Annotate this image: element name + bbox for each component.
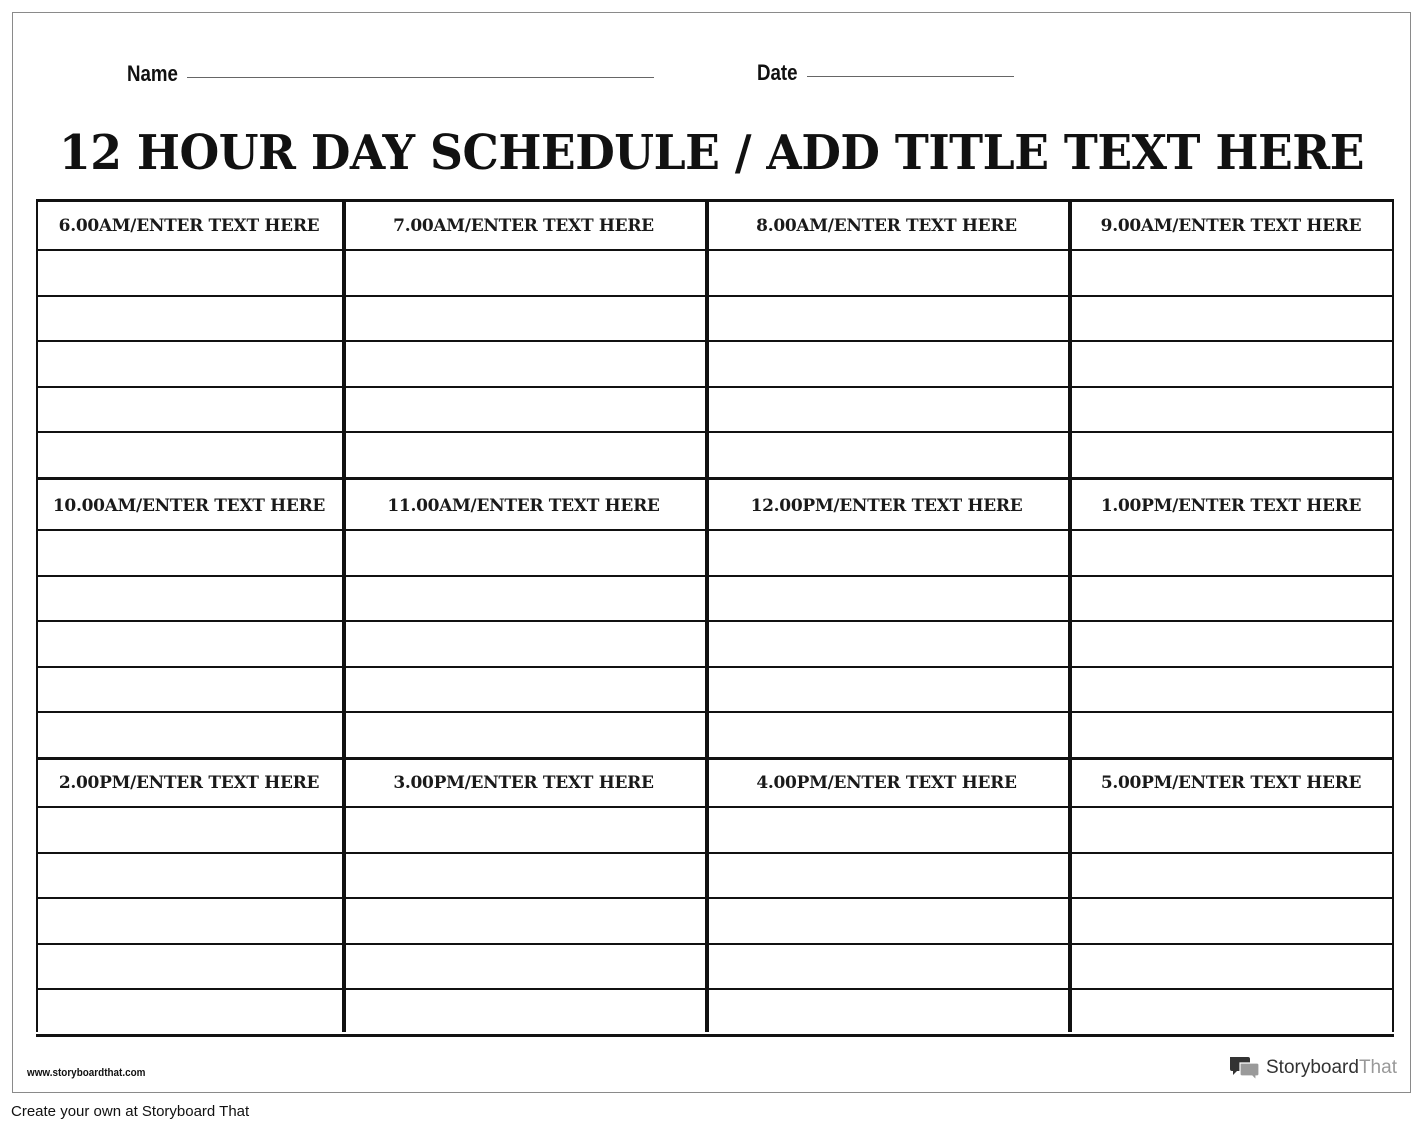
schedule-entry-line[interactable] — [708, 622, 1065, 664]
schedule-entry-line[interactable] — [345, 854, 702, 896]
schedule-grid — [36, 199, 1394, 1033]
schedule-entry-line[interactable] — [345, 342, 702, 384]
date-line[interactable] — [807, 76, 1014, 77]
time-slot-header[interactable]: 7.00AM/ENTER TEXT HERE — [393, 216, 654, 236]
row-line — [36, 620, 1394, 622]
grid-column-divider — [36, 199, 38, 1032]
schedule-entry-line[interactable] — [345, 808, 702, 850]
schedule-entry-line[interactable] — [39, 577, 339, 619]
row-line — [36, 386, 1394, 388]
schedule-entry-line[interactable] — [39, 990, 339, 1032]
date-label: Date — [757, 60, 798, 85]
header-underline — [36, 806, 1394, 808]
row-line — [36, 897, 1394, 899]
time-slot-header[interactable]: 12.00PM/ENTER TEXT HERE — [750, 496, 1023, 516]
schedule-entry-line[interactable] — [345, 713, 702, 755]
grid-column-divider — [1392, 199, 1394, 1032]
schedule-entry-line[interactable] — [1071, 945, 1391, 987]
group-divider — [36, 1034, 1394, 1037]
page-title[interactable]: 12 HOUR DAY SCHEDULE / ADD TITLE TEXT HERE — [58, 125, 1365, 181]
time-slot-header[interactable]: 11.00AM/ENTER TEXT HERE — [387, 496, 660, 516]
schedule-entry-line[interactable] — [345, 297, 702, 339]
group-divider — [36, 477, 1394, 480]
name-line[interactable] — [187, 77, 654, 78]
schedule-entry-line[interactable] — [1071, 531, 1391, 573]
schedule-entry-line[interactable] — [39, 854, 339, 896]
schedule-entry-line[interactable] — [708, 990, 1065, 1032]
brand-name-strong: Storyboard — [1266, 1057, 1359, 1078]
schedule-entry-line[interactable] — [1071, 899, 1391, 941]
schedule-entry-line[interactable] — [345, 251, 702, 293]
storyboard-caption[interactable]: Create your own at Storyboard That — [11, 1103, 250, 1120]
schedule-entry-line[interactable] — [708, 388, 1065, 430]
schedule-entry-line[interactable] — [1071, 713, 1391, 755]
schedule-entry-line[interactable] — [39, 622, 339, 664]
schedule-entry-line[interactable] — [345, 899, 702, 941]
schedule-entry-line[interactable] — [39, 433, 339, 475]
row-line — [36, 988, 1394, 990]
schedule-entry-line[interactable] — [1071, 297, 1391, 339]
brand-name — [1266, 1057, 1397, 1079]
schedule-entry-line[interactable] — [708, 531, 1065, 573]
schedule-entry-line[interactable] — [1071, 433, 1391, 475]
schedule-entry-line[interactable] — [708, 433, 1065, 475]
schedule-entry-line[interactable] — [708, 251, 1065, 293]
schedule-entry-line[interactable] — [39, 342, 339, 384]
schedule-entry-line[interactable] — [1071, 577, 1391, 619]
schedule-entry-line[interactable] — [708, 899, 1065, 941]
grid-top-border — [36, 199, 1394, 202]
schedule-entry-line[interactable] — [708, 945, 1065, 987]
footer-url: www.storyboardthat.com — [27, 1067, 146, 1079]
schedule-entry-line[interactable] — [39, 808, 339, 850]
schedule-entry-line[interactable] — [39, 945, 339, 987]
row-line — [36, 431, 1394, 433]
row-line — [36, 340, 1394, 342]
schedule-entry-line[interactable] — [345, 668, 702, 710]
worksheet-page — [12, 12, 1411, 1093]
schedule-entry-line[interactable] — [1071, 854, 1391, 896]
schedule-entry-line[interactable] — [1071, 990, 1391, 1032]
time-slot-header[interactable]: 3.00PM/ENTER TEXT HERE — [393, 773, 654, 793]
schedule-entry-line[interactable] — [1071, 251, 1391, 293]
time-slot-header[interactable]: 1.00PM/ENTER TEXT HERE — [1100, 496, 1362, 516]
schedule-entry-line[interactable] — [39, 531, 339, 573]
schedule-entry-line[interactable] — [345, 388, 702, 430]
schedule-entry-line[interactable] — [708, 854, 1065, 896]
schedule-entry-line[interactable] — [345, 622, 702, 664]
time-slot-header[interactable]: 9.00AM/ENTER TEXT HERE — [1100, 216, 1362, 236]
schedule-entry-line[interactable] — [708, 577, 1065, 619]
schedule-entry-line[interactable] — [708, 297, 1065, 339]
schedule-entry-line[interactable] — [1071, 668, 1391, 710]
schedule-entry-line[interactable] — [1071, 342, 1391, 384]
row-line — [36, 575, 1394, 577]
schedule-entry-line[interactable] — [1071, 388, 1391, 430]
time-slot-header[interactable]: 6.00AM/ENTER TEXT HERE — [58, 216, 320, 236]
time-slot-header[interactable]: 5.00PM/ENTER TEXT HERE — [1100, 773, 1362, 793]
schedule-entry-line[interactable] — [345, 433, 702, 475]
schedule-entry-line[interactable] — [708, 808, 1065, 850]
brand-name-light: That — [1358, 1057, 1397, 1078]
schedule-entry-line[interactable] — [345, 531, 702, 573]
row-line — [36, 711, 1394, 713]
row-line — [36, 943, 1394, 945]
schedule-entry-line[interactable] — [39, 899, 339, 941]
schedule-entry-line[interactable] — [345, 990, 702, 1032]
schedule-entry-line[interactable] — [39, 388, 339, 430]
schedule-entry-line[interactable] — [39, 668, 339, 710]
brand-logo — [1228, 1055, 1397, 1081]
speech-bubbles-icon — [1228, 1055, 1260, 1081]
schedule-entry-line[interactable] — [39, 251, 339, 293]
row-line — [36, 295, 1394, 297]
time-slot-header[interactable]: 4.00PM/ENTER TEXT HERE — [756, 773, 1017, 793]
row-line — [36, 852, 1394, 854]
time-slot-header[interactable]: 10.00AM/ENTER TEXT HERE — [52, 496, 326, 516]
schedule-entry-line[interactable] — [39, 713, 339, 755]
schedule-entry-line[interactable] — [345, 577, 702, 619]
name-label: Name — [127, 61, 178, 86]
schedule-entry-line[interactable] — [1071, 808, 1391, 850]
schedule-entry-line[interactable] — [708, 342, 1065, 384]
row-line — [36, 666, 1394, 668]
schedule-entry-line[interactable] — [345, 945, 702, 987]
header-underline — [36, 249, 1394, 251]
schedule-entry-line[interactable] — [1071, 622, 1391, 664]
time-slot-header[interactable]: 2.00PM/ENTER TEXT HERE — [58, 773, 320, 793]
group-divider — [36, 757, 1394, 760]
schedule-entry-line[interactable] — [39, 297, 339, 339]
schedule-entry-line[interactable] — [708, 668, 1065, 710]
time-slot-header[interactable]: 8.00AM/ENTER TEXT HERE — [756, 216, 1017, 236]
header-underline — [36, 529, 1394, 531]
schedule-entry-line[interactable] — [708, 713, 1065, 755]
